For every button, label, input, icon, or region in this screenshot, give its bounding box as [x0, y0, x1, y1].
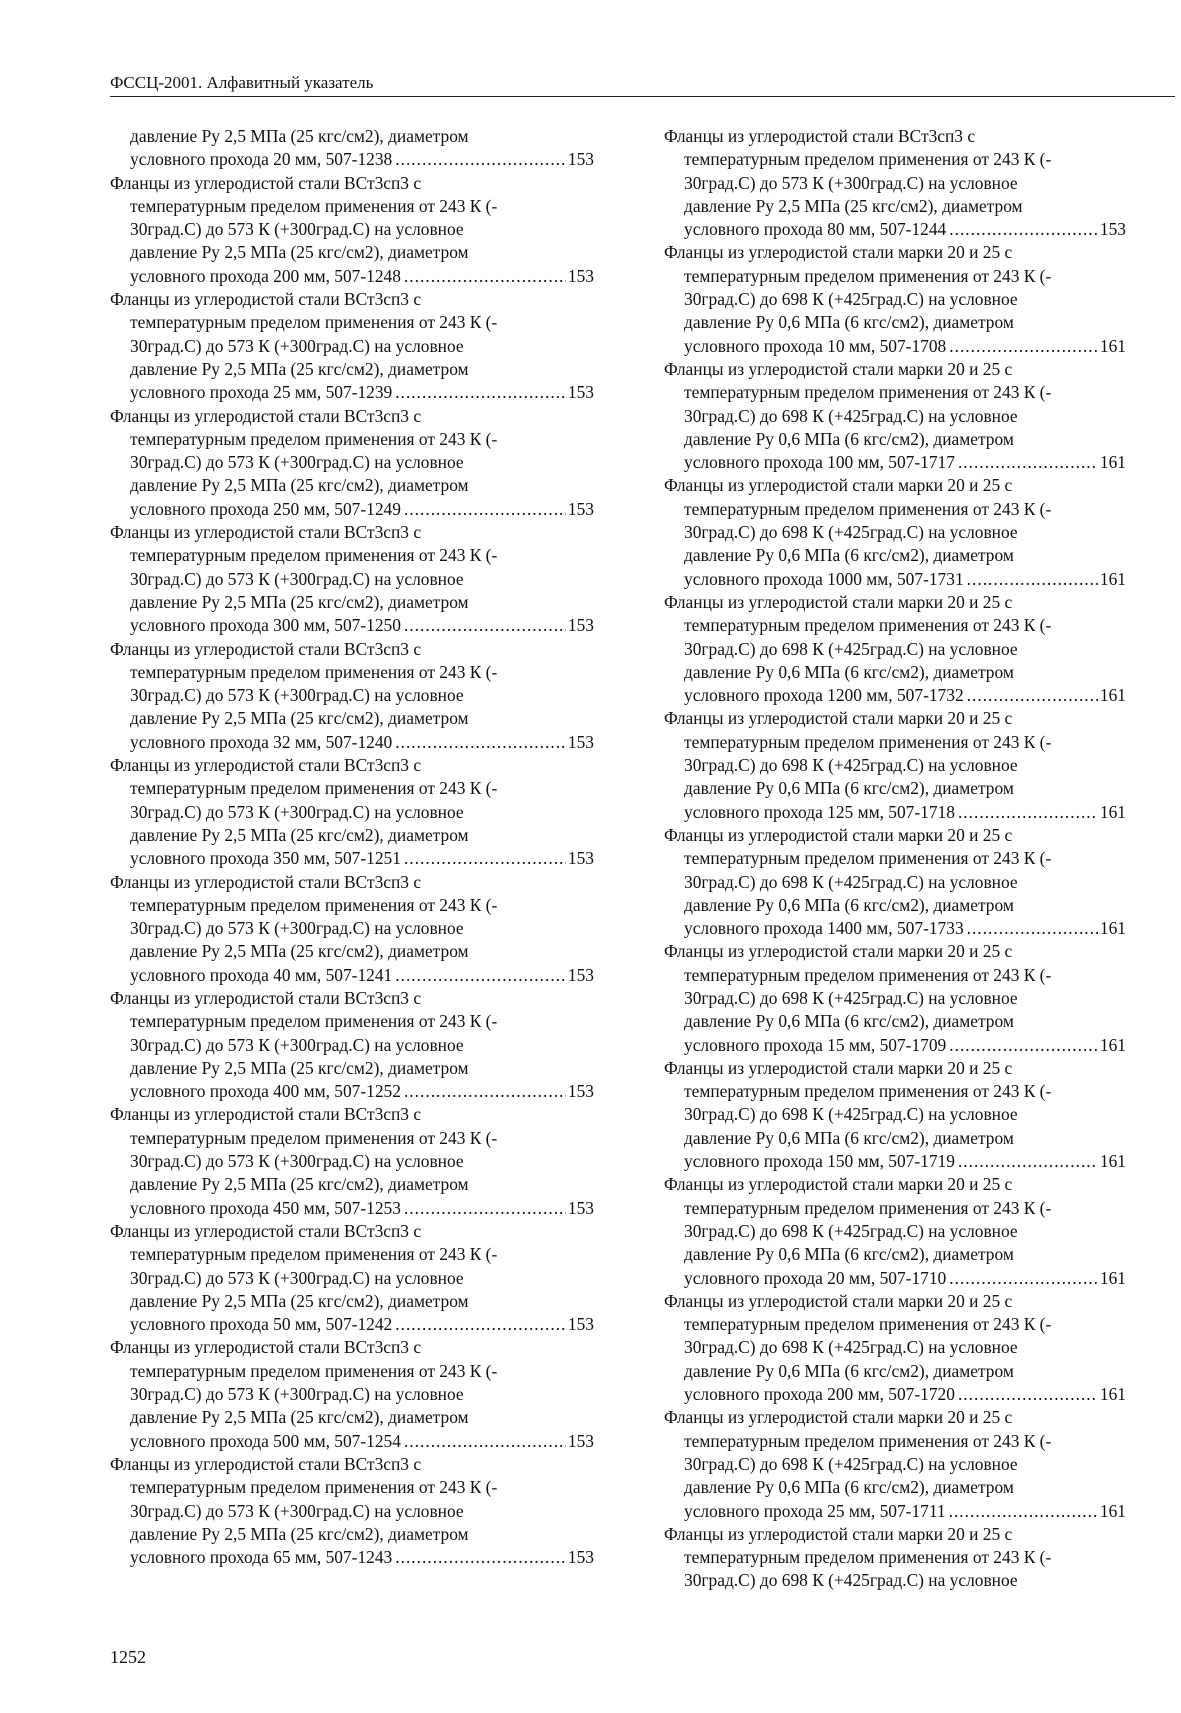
- entry-text-line: давление Ру 2,5 МПа (25 кгс/см2), диаметром: [130, 126, 469, 146]
- entry-text-line: температурным пределом применения от 243 К (-: [130, 1477, 498, 1498]
- entry-title-line: Фланцы из углеродистой стали ВСт3сп3 с: [110, 638, 422, 659]
- index-entry: [110, 987, 594, 1103]
- entry-text-line: давление Ру 2,5 МПа (25 кгс/см2), диаметром: [130, 1523, 469, 1544]
- entry-page-ref: 161: [1099, 801, 1126, 822]
- entry-text-line: 30град.С) до 698 К (+425град.С) на условное: [684, 1220, 1018, 1241]
- dot-leader: [949, 218, 1098, 241]
- entry-text-line: давление Ру 2,5 МПа (25 кгс/см2), диаметром: [130, 1174, 469, 1195]
- entry-title-line: Фланцы из углеродистой стали ВСт3сп3 с: [110, 522, 422, 543]
- entry-text-line: 30град.С) до 573 К (+300град.С) на условное: [130, 1384, 464, 1405]
- index-entry: [664, 1290, 1126, 1406]
- entry-text-line: давление Ру 0,6 МПа (6 кгс/см2), диаметром: [684, 1127, 1014, 1148]
- dot-leader: [404, 1080, 566, 1103]
- entry-text-line: давление Ру 2,5 МПа (25 кгс/см2), диаметром: [130, 824, 469, 845]
- dot-leader: [395, 1313, 566, 1336]
- dot-leader: [395, 381, 566, 404]
- entry-designation: условного прохода 20 мм, 507-1238: [130, 149, 393, 170]
- dot-leader: [395, 731, 566, 754]
- entry-page-ref: 153: [567, 731, 594, 752]
- header-title: ФССЦ-2001. Алфавитный указатель: [110, 73, 374, 92]
- entry-text-line: 30град.С) до 698 К (+425град.С) на условное: [684, 1453, 1018, 1474]
- index-entry: [664, 824, 1126, 940]
- index-entry: [664, 1173, 1126, 1289]
- entry-designation: условного прохода 80 мм, 507-1244: [684, 219, 947, 240]
- entry-text-line: давление Ру 0,6 МПа (6 кгс/см2), диаметром: [684, 778, 1014, 799]
- entry-page-ref: 161: [1099, 335, 1126, 356]
- dot-leader: [958, 451, 1098, 474]
- entry-last-line: [110, 1546, 594, 1569]
- entry-page-ref: 161: [1099, 1267, 1126, 1288]
- entry-title-line: Фланцы из углеродистой стали ВСт3сп3 с: [110, 172, 422, 193]
- entry-designation: условного прохода 1000 мм, 507-1731: [684, 568, 964, 589]
- entry-text-line: 30град.С) до 698 К (+425град.С) на условное: [684, 1104, 1018, 1125]
- page-number: 1252: [110, 1647, 146, 1667]
- entry-text-line: температурным пределом применения от 243 К (-: [684, 498, 1052, 519]
- entry-page-ref: 153: [567, 149, 594, 170]
- entry-title-line: Фланцы из углеродистой стали ВСт3сп3 с: [110, 1104, 422, 1125]
- entry-designation: условного прохода 200 мм, 507-1720: [684, 1384, 955, 1405]
- entry-designation: условного прохода 1400 мм, 507-1733: [684, 918, 964, 939]
- index-entry: [664, 591, 1126, 707]
- entry-designation: условного прохода 450 мм, 507-1253: [130, 1197, 401, 1218]
- entry-last-line: [664, 801, 1126, 824]
- dot-leader: [949, 1034, 1098, 1057]
- entry-text-line: давление Ру 2,5 МПа (25 кгс/см2), диаметром: [130, 358, 469, 379]
- entry-text-line: температурным пределом применения от 243 К (-: [130, 894, 498, 915]
- entry-designation: условного прохода 150 мм, 507-1719: [684, 1151, 955, 1172]
- dot-leader: [958, 801, 1098, 824]
- dot-leader: [967, 917, 1098, 940]
- index-entry: [110, 638, 594, 754]
- entry-text-line: 30град.С) до 573 К (+300град.С) на условное: [130, 452, 464, 473]
- entry-text-line: температурным пределом применения от 243 К (-: [684, 731, 1052, 752]
- entry-page-ref: 153: [567, 1081, 594, 1102]
- dot-leader: [967, 568, 1098, 591]
- entry-title-line: Фланцы из углеродистой стали марки 20 и 25 с: [664, 1290, 1013, 1311]
- entry-last-line: [110, 498, 594, 521]
- entry-text-line: температурным пределом применения от 243 К (-: [684, 848, 1052, 869]
- entry-page-ref: 153: [567, 1430, 594, 1451]
- entry-page-ref: 161: [1099, 452, 1126, 473]
- entry-designation: условного прохода 100 мм, 507-1717: [684, 452, 955, 473]
- entry-text-line: 30град.С) до 573 К (+300град.С) на условное: [130, 1500, 464, 1521]
- entry-last-line: [664, 1267, 1126, 1290]
- entry-last-line: [110, 1197, 594, 1220]
- dot-leader: [404, 498, 566, 521]
- index-entry: [110, 125, 594, 172]
- entry-page-ref: 161: [1099, 685, 1126, 706]
- entry-last-line: [664, 1383, 1126, 1406]
- index-entry: [110, 1220, 594, 1336]
- entry-text-line: температурным пределом применения от 243 К (-: [684, 1430, 1052, 1451]
- entry-title-line: Фланцы из углеродистой стали ВСт3сп3 с: [110, 1337, 422, 1358]
- entry-text-line: давление Ру 2,5 МПа (25 кгс/см2), диаметром: [130, 1057, 469, 1078]
- entry-designation: условного прохода 15 мм, 507-1709: [684, 1034, 947, 1055]
- entry-title-line: Фланцы из углеродистой стали ВСт3сп3 с: [110, 1220, 422, 1241]
- dot-leader: [395, 148, 566, 171]
- index-entry: [110, 754, 594, 870]
- entry-last-line: [110, 847, 594, 870]
- entry-designation: условного прохода 20 мм, 507-1710: [684, 1267, 947, 1288]
- entry-designation: условного прохода 1200 мм, 507-1732: [684, 685, 964, 706]
- entry-text-line: давление Ру 0,6 МПа (6 кгс/см2), диаметром: [684, 312, 1014, 333]
- entry-text-line: давление Ру 0,6 МПа (6 кгс/см2), диаметром: [684, 1244, 1014, 1265]
- index-column-right: [664, 125, 1126, 1593]
- dot-leader: [404, 847, 566, 870]
- entry-page-ref: 153: [567, 615, 594, 636]
- entry-page-ref: 153: [567, 848, 594, 869]
- entry-text-line: температурным пределом применения от 243 К (-: [684, 964, 1052, 985]
- entry-designation: условного прохода 25 мм, 507-1239: [130, 382, 393, 403]
- dot-leader: [949, 1500, 1098, 1523]
- dot-leader: [404, 1430, 566, 1453]
- entry-text-line: 30град.С) до 698 К (+425град.С) на условное: [684, 405, 1018, 426]
- entry-designation: условного прохода 350 мм, 507-1251: [130, 848, 401, 869]
- entry-text-line: давление Ру 0,6 МПа (6 кгс/см2), диаметром: [684, 545, 1014, 566]
- index-entry: [664, 940, 1126, 1056]
- entry-text-line: 30град.С) до 698 К (+425град.С) на условное: [684, 522, 1018, 543]
- entry-designation: условного прохода 32 мм, 507-1240: [130, 731, 393, 752]
- entry-last-line: [110, 1080, 594, 1103]
- entry-text-line: температурным пределом применения от 243 К (-: [130, 312, 498, 333]
- dot-leader: [949, 1267, 1098, 1290]
- entry-text-line: 30град.С) до 698 К (+425град.С) на условное: [684, 871, 1018, 892]
- entry-page-ref: 153: [567, 1314, 594, 1335]
- entry-title-line: Фланцы из углеродистой стали ВСт3сп3 с: [110, 871, 422, 892]
- entry-designation: условного прохода 65 мм, 507-1243: [130, 1547, 393, 1568]
- entry-last-line: [110, 148, 594, 171]
- entry-text-line: давление Ру 2,5 МПа (25 кгс/см2), диаметром: [130, 242, 469, 263]
- entry-designation: условного прохода 10 мм, 507-1708: [684, 335, 947, 356]
- entry-last-line: [664, 218, 1126, 241]
- entry-page-ref: 153: [567, 1547, 594, 1568]
- entry-text-line: давление Ру 2,5 МПа (25 кгс/см2), диаметром: [130, 475, 469, 496]
- entry-text-line: давление Ру 2,5 МПа (25 кгс/см2), диаметром: [684, 195, 1023, 216]
- entry-title-line: Фланцы из углеродистой стали марки 20 и 25 с: [664, 1407, 1013, 1428]
- entry-text-line: температурным пределом применения от 243 К (-: [684, 265, 1052, 286]
- entry-text-line: температурным пределом применения от 243 К (-: [130, 661, 498, 682]
- entry-page-ref: 153: [1099, 219, 1126, 240]
- dot-leader: [395, 1546, 566, 1569]
- index-entry: [110, 521, 594, 637]
- entry-page-ref: 153: [567, 382, 594, 403]
- entry-text-line: давление Ру 0,6 МПа (6 кгс/см2), диаметром: [684, 1477, 1014, 1498]
- entry-title-line: Фланцы из углеродистой стали ВСт3сп3 с: [110, 405, 422, 426]
- entry-page-ref: 153: [567, 964, 594, 985]
- entry-text-line: 30град.С) до 573 К (+300град.С) на условное: [130, 1151, 464, 1172]
- index-entry: [110, 405, 594, 521]
- index-entry: [664, 125, 1126, 241]
- entry-text-line: давление Ру 0,6 МПа (6 кгс/см2), диаметром: [684, 661, 1014, 682]
- entry-text-line: температурным пределом применения от 243 К (-: [684, 615, 1052, 636]
- index-entry: [110, 1336, 594, 1452]
- entry-text-line: 30град.С) до 698 К (+425град.С) на условное: [684, 755, 1018, 776]
- entry-text-line: температурным пределом применения от 243 К (-: [684, 382, 1052, 403]
- index-entry: [664, 241, 1126, 357]
- entry-page-ref: 153: [567, 498, 594, 519]
- entry-text-line: 30град.С) до 698 К (+425град.С) на условное: [684, 1337, 1018, 1358]
- entry-text-line: давление Ру 0,6 МПа (6 кгс/см2), диаметром: [684, 428, 1014, 449]
- entry-text-line: температурным пределом применения от 243 К (-: [130, 1011, 498, 1032]
- index-entry: [664, 358, 1126, 474]
- entry-page-ref: 161: [1099, 1151, 1126, 1172]
- entry-designation: условного прохода 200 мм, 507-1248: [130, 265, 401, 286]
- entry-text-line: температурным пределом применения от 243 К (-: [130, 1127, 498, 1148]
- entry-title-line: Фланцы из углеродистой стали ВСт3сп3 с: [110, 289, 422, 310]
- entry-text-line: давление Ру 2,5 МПа (25 кгс/см2), диаметром: [130, 1407, 469, 1428]
- entry-title-line: Фланцы из углеродистой стали марки 20 и 25 с: [664, 358, 1013, 379]
- entry-text-line: 30град.С) до 573 К (+300град.С) на условное: [130, 801, 464, 822]
- entry-title-line: Фланцы из углеродистой стали марки 20 и 25 с: [664, 1523, 1013, 1544]
- entry-page-ref: 153: [567, 1197, 594, 1218]
- entry-title-line: Фланцы из углеродистой стали марки 20 и 25 с: [664, 1174, 1013, 1195]
- entry-text-line: 30град.С) до 698 К (+425град.С) на условное: [684, 1570, 1018, 1591]
- entry-last-line: [110, 265, 594, 288]
- entry-text-line: 30град.С) до 698 К (+425град.С) на условное: [684, 987, 1018, 1008]
- entry-text-line: температурным пределом применения от 243 К (-: [130, 1360, 498, 1381]
- entry-last-line: [110, 381, 594, 404]
- entry-page-ref: 161: [1099, 568, 1126, 589]
- entry-page-ref: 161: [1099, 1034, 1126, 1055]
- entry-text-line: температурным пределом применения от 243 К (-: [684, 1314, 1052, 1335]
- entry-page-ref: 161: [1099, 1500, 1126, 1521]
- entry-text-line: 30град.С) до 573 К (+300град.С) на условное: [130, 1267, 464, 1288]
- entry-text-line: температурным пределом применения от 243 К (-: [684, 1547, 1052, 1568]
- dot-leader: [967, 684, 1098, 707]
- dot-leader: [404, 1197, 566, 1220]
- entry-text-line: температурным пределом применения от 243 К (-: [130, 545, 498, 566]
- entry-text-line: давление Ру 2,5 МПа (25 кгс/см2), диаметром: [130, 941, 469, 962]
- index-entry: [664, 1057, 1126, 1173]
- entry-last-line: [664, 451, 1126, 474]
- entry-text-line: температурным пределом применения от 243 К (-: [130, 195, 498, 216]
- entry-text-line: 30град.С) до 698 К (+425град.С) на условное: [684, 638, 1018, 659]
- index-entry: [664, 1406, 1126, 1522]
- entry-last-line: [664, 1034, 1126, 1057]
- entry-last-line: [110, 731, 594, 754]
- index-entry: [664, 707, 1126, 823]
- entry-text-line: 30град.С) до 698 К (+425град.С) на условное: [684, 289, 1018, 310]
- entry-last-line: [664, 917, 1126, 940]
- entry-text-line: давление Ру 2,5 МПа (25 кгс/см2), диаметром: [130, 591, 469, 612]
- index-entry: [110, 1103, 594, 1219]
- entry-title-line: Фланцы из углеродистой стали ВСт3сп3 с: [110, 1453, 422, 1474]
- entry-text-line: 30град.С) до 573 К (+300град.С) на условное: [130, 568, 464, 589]
- dot-leader: [404, 265, 566, 288]
- index-entry: [664, 474, 1126, 590]
- entry-designation: условного прохода 300 мм, 507-1250: [130, 615, 401, 636]
- entry-title-line: Фланцы из углеродистой стали марки 20 и 25 с: [664, 708, 1013, 729]
- index-column-left: [110, 125, 594, 1569]
- entry-title-line: Фланцы из углеродистой стали ВСт3сп3 с: [664, 126, 976, 146]
- entry-text-line: 30град.С) до 573 К (+300град.С) на условное: [130, 685, 464, 706]
- entry-text-line: 30град.С) до 573 К (+300град.С) на условное: [684, 172, 1018, 193]
- index-entry: [110, 1453, 594, 1569]
- page-header: [110, 72, 1175, 97]
- dot-leader: [395, 964, 566, 987]
- entry-text-line: 30град.С) до 573 К (+300град.С) на условное: [130, 918, 464, 939]
- entry-designation: условного прохода 25 мм, 507-1711: [684, 1500, 946, 1521]
- entry-last-line: [110, 614, 594, 637]
- entry-text-line: давление Ру 0,6 МПа (6 кгс/см2), диаметром: [684, 894, 1014, 915]
- entry-title-line: Фланцы из углеродистой стали марки 20 и 25 с: [664, 242, 1013, 263]
- entry-designation: условного прохода 250 мм, 507-1249: [130, 498, 401, 519]
- entry-text-line: 30град.С) до 573 К (+300град.С) на условное: [130, 1034, 464, 1055]
- entry-text-line: температурным пределом применения от 243 К (-: [130, 428, 498, 449]
- entry-text-line: температурным пределом применения от 243 К (-: [684, 149, 1052, 170]
- entry-text-line: температурным пределом применения от 243 К (-: [684, 1081, 1052, 1102]
- entry-text-line: 30град.С) до 573 К (+300град.С) на условное: [130, 219, 464, 240]
- entry-text-line: температурным пределом применения от 243 К (-: [130, 1244, 498, 1265]
- entry-last-line: [110, 1313, 594, 1336]
- entry-last-line: [664, 335, 1126, 358]
- dot-leader: [404, 614, 566, 637]
- entry-title-line: Фланцы из углеродистой стали ВСт3сп3 с: [110, 755, 422, 776]
- entry-last-line: [664, 1150, 1126, 1173]
- entry-page-ref: 161: [1099, 1384, 1126, 1405]
- entry-designation: условного прохода 500 мм, 507-1254: [130, 1430, 401, 1451]
- entry-designation: условного прохода 40 мм, 507-1241: [130, 964, 393, 985]
- entry-title-line: Фланцы из углеродистой стали марки 20 и 25 с: [664, 824, 1013, 845]
- entry-designation: условного прохода 125 мм, 507-1718: [684, 801, 955, 822]
- entry-text-line: давление Ру 2,5 МПа (25 кгс/см2), диаметром: [130, 708, 469, 729]
- entry-last-line: [664, 684, 1126, 707]
- index-entry: [110, 871, 594, 987]
- index-entry: [664, 1523, 1126, 1593]
- entry-page-ref: 153: [567, 265, 594, 286]
- entry-title-line: Фланцы из углеродистой стали ВСт3сп3 с: [110, 987, 422, 1008]
- entry-text-line: температурным пределом применения от 243 К (-: [130, 778, 498, 799]
- entry-title-line: Фланцы из углеродистой стали марки 20 и 25 с: [664, 475, 1013, 496]
- entry-designation: условного прохода 50 мм, 507-1242: [130, 1314, 393, 1335]
- entry-designation: условного прохода 400 мм, 507-1252: [130, 1081, 401, 1102]
- entry-text-line: температурным пределом применения от 243 К (-: [684, 1197, 1052, 1218]
- entry-text-line: 30град.С) до 573 К (+300град.С) на условное: [130, 335, 464, 356]
- dot-leader: [949, 335, 1098, 358]
- entry-text-line: давление Ру 0,6 МПа (6 кгс/см2), диаметром: [684, 1360, 1014, 1381]
- dot-leader: [958, 1150, 1098, 1173]
- entry-text-line: давление Ру 0,6 МПа (6 кгс/см2), диаметром: [684, 1011, 1014, 1032]
- entry-last-line: [664, 568, 1126, 591]
- entry-title-line: Фланцы из углеродистой стали марки 20 и 25 с: [664, 941, 1013, 962]
- entry-text-line: давление Ру 2,5 МПа (25 кгс/см2), диаметром: [130, 1290, 469, 1311]
- dot-leader: [958, 1383, 1098, 1406]
- entry-last-line: [110, 1430, 594, 1453]
- entry-title-line: Фланцы из углеродистой стали марки 20 и 25 с: [664, 591, 1013, 612]
- entry-title-line: Фланцы из углеродистой стали марки 20 и 25 с: [664, 1057, 1013, 1078]
- entry-last-line: [110, 964, 594, 987]
- index-entry: [110, 172, 594, 288]
- entry-last-line: [664, 1500, 1126, 1523]
- index-entry: [110, 288, 594, 404]
- entry-page-ref: 161: [1099, 918, 1126, 939]
